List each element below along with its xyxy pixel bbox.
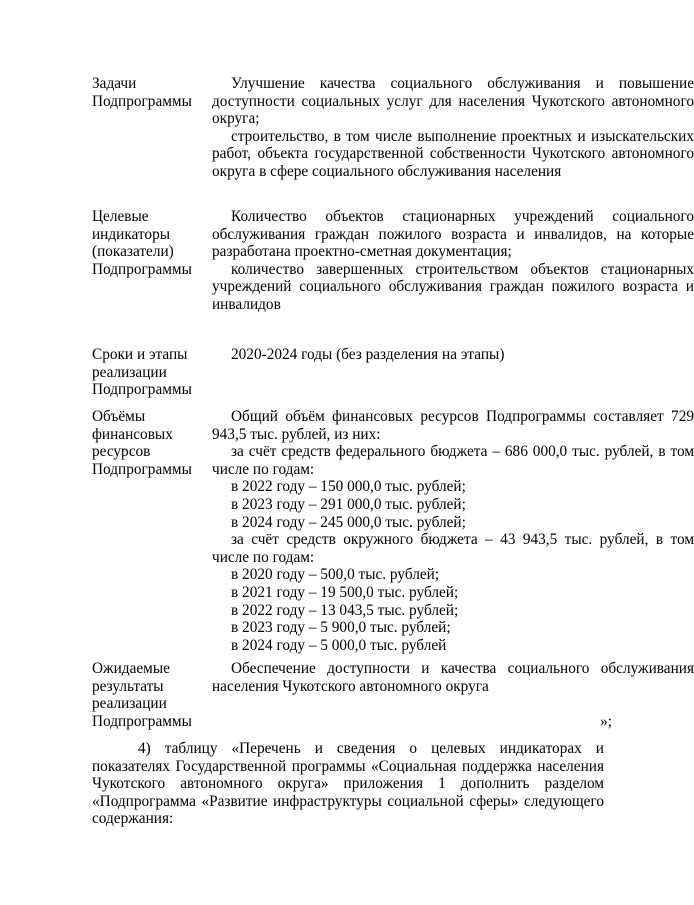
row-content-indicators xyxy=(212,208,694,314)
label-line: Подпрограммы xyxy=(92,92,192,110)
year-line: в 2020 году – 500,0 тыс. рублей; xyxy=(231,566,440,584)
row-content-tasks xyxy=(212,75,694,181)
label-line: Ожидаемые xyxy=(92,660,170,677)
label-line: Сроки и этапы xyxy=(92,346,188,363)
paragraph: строительство, в том числе выполнение проектных и изыскательских работ, объекта государственной собственности Чукотского автономного округа в сфере социального обслуживания населения xyxy=(212,127,694,180)
paragraph: Обеспечение доступности и качества социального обслуживания населения Чукотского автономного округа xyxy=(212,660,694,695)
row-label-tasks xyxy=(92,75,207,110)
year-line: в 2022 году – 13 043,5 тыс. рублей; xyxy=(231,601,459,619)
paragraph: за счёт средств федерального бюджета – 686 000,0 тыс. рублей, в том числе по годам: xyxy=(212,443,694,478)
amendment-paragraph: 4) таблицу «Перечень и сведения о целевых индикаторах и показателях Государственной программы «Социальная поддержка населения Чукотского автономного округа» приложения 1 дополнить разделом «Подпрограмма «Развитие инфраструктуры социальной сферы» следующего содержания: xyxy=(92,740,604,828)
label-line: финансовых xyxy=(92,425,173,443)
closing-quote: »; xyxy=(600,713,612,730)
row-content-funding xyxy=(212,408,694,654)
row-content-results xyxy=(212,660,694,695)
paragraph: Общий объём финансовых ресурсов Подпрограммы составляет 729 943,5 тыс. рублей, из них: xyxy=(212,408,694,443)
year-line: в 2023 году – 291 000,0 тыс. рублей; xyxy=(231,495,466,513)
label-line: Объёмы xyxy=(92,408,146,425)
year-line: в 2022 году – 150 000,0 тыс. рублей; xyxy=(231,478,466,496)
paragraph: за счёт средств окружного бюджета – 43 943,5 тыс. рублей, в том числе по годам: xyxy=(212,531,694,566)
label-line: Подпрограммы xyxy=(92,712,192,730)
paragraph: 2020-2024 годы (без разделения на этапы) xyxy=(231,346,505,363)
label-line: (показатели) xyxy=(92,243,174,261)
label-line: реализации xyxy=(92,363,167,381)
label-line: реализации xyxy=(92,695,167,713)
label-line: Целевые xyxy=(92,208,149,225)
row-label-results xyxy=(92,660,207,730)
paragraph: Количество объектов стационарных учреждений социального обслуживания граждан пожилого возраста и инвалидов, на которые разработана проектно-сметная документация; xyxy=(212,208,694,261)
year-line: в 2021 году – 19 500,0 тыс. рублей; xyxy=(231,583,459,601)
row-label-funding xyxy=(92,408,207,478)
label-line: ресурсов xyxy=(92,443,151,461)
year-line: в 2024 году – 5 000,0 тыс. рублей xyxy=(231,636,447,654)
label-line: Задачи xyxy=(92,75,137,92)
label-line: Подпрограммы xyxy=(92,260,192,278)
row-label-indicators xyxy=(92,208,207,278)
row-content-terms xyxy=(212,346,694,364)
label-line: Подпрограммы xyxy=(92,381,192,399)
year-line: в 2023 году – 5 900,0 тыс. рублей; xyxy=(231,619,451,637)
year-line: в 2024 году – 245 000,0 тыс. рублей; xyxy=(231,513,466,531)
label-line: индикаторы xyxy=(92,225,170,243)
label-line: Подпрограммы xyxy=(92,460,192,478)
paragraph: количество завершенных строительством объектов стационарных учреждений социального обслуживания граждан пожилого возраста и инвалидов xyxy=(212,260,694,313)
row-label-terms xyxy=(92,346,207,399)
label-line: результаты xyxy=(92,677,164,695)
paragraph: Улучшение качества социального обслуживания и повышение доступности социальных услуг для населения Чукотского автономного округа; xyxy=(212,75,694,128)
